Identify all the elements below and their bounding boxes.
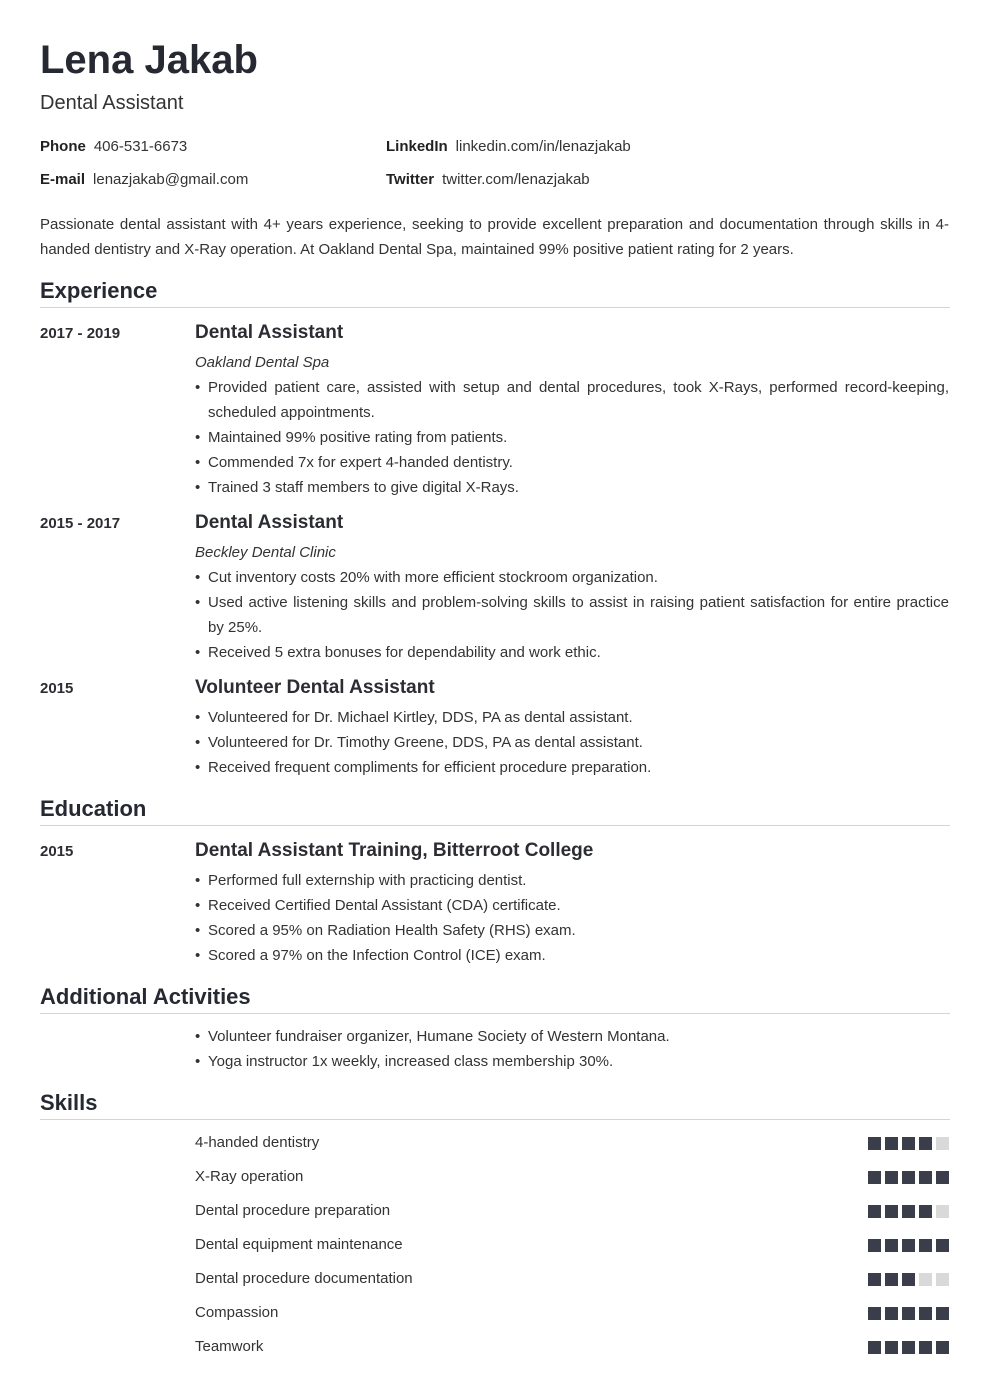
contact-email bbox=[40, 170, 248, 190]
skill-rating bbox=[868, 1205, 949, 1218]
skill-row bbox=[195, 1301, 950, 1325]
list-item: • Volunteered for Dr. Michael Kirtley, DDS, PA as dental assistant. bbox=[195, 705, 949, 730]
contact-value[interactable]: twitter.com/lenazjakab bbox=[442, 171, 590, 188]
list-item: • Volunteer fundraiser organizer, Humane Society of Western Montana. bbox=[195, 1024, 949, 1049]
job-bullets bbox=[195, 705, 949, 780]
rating-square-filled bbox=[885, 1205, 898, 1218]
skill-row bbox=[195, 1165, 950, 1189]
list-item: • Commended 7x for expert 4-handed dentistry. bbox=[195, 450, 949, 475]
skill-name: Compassion bbox=[195, 1304, 279, 1321]
rating-square-filled bbox=[936, 1239, 949, 1252]
rating-square-filled bbox=[919, 1205, 932, 1218]
skill-row bbox=[195, 1199, 950, 1223]
contact-label: Twitter bbox=[386, 171, 435, 188]
list-item: • Yoga instructor 1x weekly, increased class membership 30%. bbox=[195, 1049, 949, 1074]
job-bullets bbox=[195, 375, 949, 500]
rating-square-filled bbox=[936, 1341, 949, 1354]
rating-square-empty bbox=[936, 1273, 949, 1286]
list-item: • Performed full externship with practicing dentist. bbox=[195, 868, 949, 893]
rating-square-filled bbox=[902, 1137, 915, 1150]
contact-twitter bbox=[386, 170, 590, 190]
skill-rating bbox=[868, 1341, 949, 1354]
rating-square-filled bbox=[902, 1307, 915, 1320]
contact-phone bbox=[40, 137, 187, 157]
list-item: • Scored a 95% on Radiation Health Safety (RHS) exam. bbox=[195, 918, 949, 943]
activities-bullets bbox=[195, 1024, 949, 1074]
skill-name: Dental procedure preparation bbox=[195, 1202, 391, 1219]
job-title: Volunteer Dental Assistant bbox=[195, 677, 435, 698]
education-dates: 2015 bbox=[40, 843, 74, 860]
job-dates: 2015 bbox=[40, 680, 74, 697]
skill-name: Teamwork bbox=[195, 1338, 264, 1355]
rating-square-filled bbox=[868, 1307, 881, 1320]
job-title: Dental Assistant bbox=[195, 322, 344, 343]
education-bullets bbox=[195, 868, 949, 968]
rating-square-filled bbox=[868, 1341, 881, 1354]
skill-row bbox=[195, 1267, 950, 1291]
contact-value[interactable]: lenazjakab@gmail.com bbox=[93, 171, 249, 188]
job-bullets bbox=[195, 565, 949, 665]
candidate-title: Dental Assistant bbox=[40, 92, 184, 114]
rating-square-filled bbox=[936, 1307, 949, 1320]
contact-label: Phone bbox=[40, 138, 86, 155]
list-item: • Received frequent compliments for efficient procedure preparation. bbox=[195, 755, 949, 780]
rating-square-filled bbox=[868, 1205, 881, 1218]
rating-square-filled bbox=[902, 1273, 915, 1286]
rating-square-filled bbox=[919, 1137, 932, 1150]
rating-square-filled bbox=[902, 1239, 915, 1252]
list-item: • Scored a 97% on the Infection Control (ICE) exam. bbox=[195, 943, 949, 968]
rating-square-empty bbox=[936, 1137, 949, 1150]
rating-square-empty bbox=[919, 1273, 932, 1286]
contact-linkedin bbox=[386, 137, 631, 157]
list-item: • Cut inventory costs 20% with more efficient stockroom organization. bbox=[195, 565, 949, 590]
rating-square-filled bbox=[868, 1239, 881, 1252]
rating-square-filled bbox=[936, 1171, 949, 1184]
skill-row bbox=[195, 1131, 950, 1155]
job-dates: 2015 - 2017 bbox=[40, 515, 121, 532]
rating-square-filled bbox=[902, 1171, 915, 1184]
skill-name: X-Ray operation bbox=[195, 1168, 304, 1185]
list-item: • Trained 3 staff members to give digital X-Rays. bbox=[195, 475, 949, 500]
skill-row bbox=[195, 1233, 950, 1257]
section-education-heading: Education bbox=[40, 795, 950, 826]
job-dates: 2017 - 2019 bbox=[40, 325, 121, 342]
rating-square-filled bbox=[919, 1171, 932, 1184]
skill-rating bbox=[868, 1137, 949, 1150]
education-title: Dental Assistant Training, Bitterroot College bbox=[195, 840, 594, 861]
rating-square-filled bbox=[919, 1239, 932, 1252]
contact-label: LinkedIn bbox=[386, 138, 448, 155]
rating-square-filled bbox=[919, 1341, 932, 1354]
rating-square-filled bbox=[885, 1341, 898, 1354]
skill-name: Dental procedure documentation bbox=[195, 1270, 413, 1287]
rating-square-filled bbox=[885, 1137, 898, 1150]
rating-square-filled bbox=[885, 1273, 898, 1286]
job-company: Beckley Dental Clinic bbox=[195, 544, 336, 561]
contact-label: E-mail bbox=[40, 171, 86, 188]
rating-square-empty bbox=[936, 1205, 949, 1218]
skill-rating bbox=[868, 1171, 949, 1184]
list-item: • Maintained 99% positive rating from patients. bbox=[195, 425, 949, 450]
skill-rating bbox=[868, 1239, 949, 1252]
skill-rating bbox=[868, 1307, 949, 1320]
contact-value: 406-531-6673 bbox=[93, 138, 188, 155]
rating-square-filled bbox=[885, 1171, 898, 1184]
list-item: • Received Certified Dental Assistant (CDA) certificate. bbox=[195, 893, 949, 918]
rating-square-filled bbox=[885, 1307, 898, 1320]
job-company: Oakland Dental Spa bbox=[195, 354, 330, 371]
candidate-name: Lena Jakab bbox=[40, 38, 258, 82]
list-item: • Used active listening skills and problem-solving skills to assist in raising patient satisfaction for entire practice by 25%. bbox=[195, 590, 949, 640]
rating-square-filled bbox=[868, 1171, 881, 1184]
section-experience-heading: Experience bbox=[40, 277, 950, 308]
list-item: • Received 5 extra bonuses for dependability and work ethic. bbox=[195, 640, 949, 665]
skill-name: Dental equipment maintenance bbox=[195, 1236, 403, 1253]
section-skills-heading: Skills bbox=[40, 1089, 950, 1120]
rating-square-filled bbox=[919, 1307, 932, 1320]
rating-square-filled bbox=[868, 1137, 881, 1150]
skill-name: 4-handed dentistry bbox=[195, 1134, 320, 1151]
skill-row bbox=[195, 1335, 950, 1359]
job-title: Dental Assistant bbox=[195, 512, 344, 533]
section-activities-heading: Additional Activities bbox=[40, 983, 950, 1014]
profile-summary: Passionate dental assistant with 4+ years experience, seeking to provide excellent preparation and documentation through skills in 4-handed dentistry and X-Ray operation. At Oakland Dental Spa, maintained 99% positive patient rating for 2 years. bbox=[40, 216, 949, 258]
rating-square-filled bbox=[868, 1273, 881, 1286]
skill-rating bbox=[868, 1273, 949, 1286]
rating-square-filled bbox=[902, 1341, 915, 1354]
rating-square-filled bbox=[885, 1239, 898, 1252]
list-item: • Volunteered for Dr. Timothy Greene, DDS, PA as dental assistant. bbox=[195, 730, 949, 755]
contact-value[interactable]: linkedin.com/in/lenazjakab bbox=[455, 138, 631, 155]
rating-square-filled bbox=[902, 1205, 915, 1218]
list-item: • Provided patient care, assisted with setup and dental procedures, took X-Rays, performed record-keeping, scheduled appointments. bbox=[195, 375, 949, 425]
